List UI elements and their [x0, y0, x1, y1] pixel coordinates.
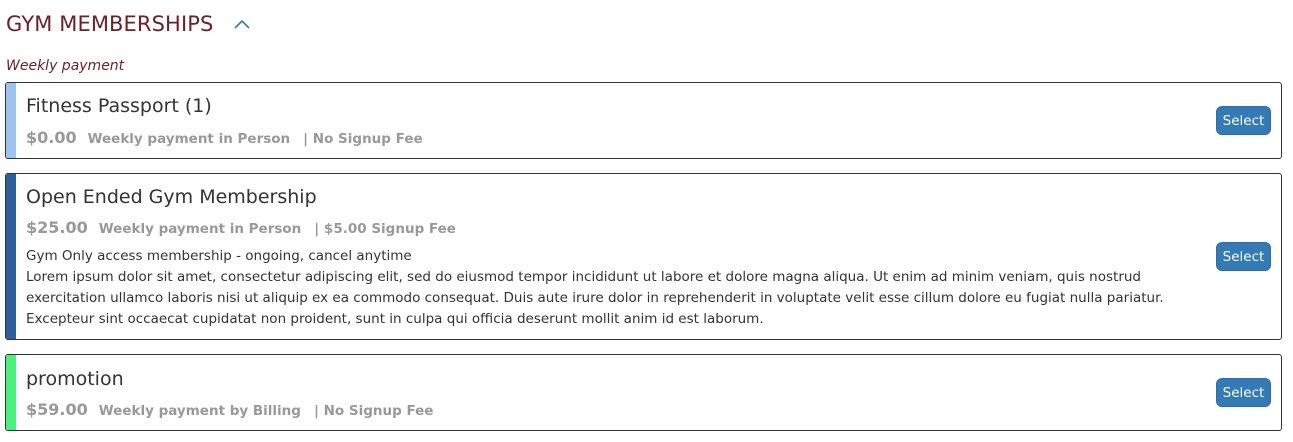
card-stripe	[6, 174, 16, 339]
plan-price: $25.00	[26, 218, 88, 237]
plan-description-title: Gym Only access membership - ongoing, cancel anytime	[26, 248, 412, 264]
price-line	[26, 218, 456, 237]
select-button[interactable]: Select	[1216, 106, 1271, 135]
plan-price: $0.00	[26, 128, 77, 147]
plan-description: Lorem ipsum dolor sit amet, consectetur adipiscing elit, sed do eiusmod tempor incididunt ut labore et dolore magna aliqua. Ut enim ad minim veniam, quis nostrud exercitation ullamco laboris nisi ut aliquip ex ea commodo consequat. Duis aute irure dolor in reprehenderit in voluptate velit esse cillum dolore eu fugiat nulla pariatur. Excepteur sint occaecat cupidatat non proident, sunt in culpa qui officia deserunt mollit anim id est laborum.	[26, 269, 1164, 327]
payment-method: Weekly payment in Person	[87, 131, 291, 147]
signup-fee: | No Signup Fee	[303, 131, 423, 147]
membership-card	[5, 354, 1282, 431]
membership-card	[5, 173, 1282, 340]
membership-card	[5, 82, 1282, 159]
card-stripe	[6, 355, 16, 430]
plan-price: $59.00	[26, 400, 88, 419]
chevron-up-icon[interactable]	[233, 15, 251, 33]
section-title: GYM MEMBERSHIPS	[6, 12, 214, 36]
price-line	[26, 400, 433, 419]
group-label: Weekly payment	[6, 58, 125, 74]
price-line	[26, 128, 423, 147]
card-stripe	[6, 83, 16, 158]
payment-method: Weekly payment in Person	[98, 221, 302, 237]
signup-fee: | No Signup Fee	[313, 403, 434, 419]
signup-fee: | $5.00 Signup Fee	[314, 221, 456, 237]
plan-name: Open Ended Gym Membership	[26, 186, 317, 208]
section-header	[6, 8, 251, 40]
plan-name: Fitness Passport (1)	[26, 95, 212, 117]
payment-method: Weekly payment by Billing	[98, 403, 301, 419]
select-button[interactable]: Select	[1216, 242, 1271, 271]
plan-name: promotion	[26, 368, 124, 390]
select-button[interactable]: Select	[1216, 378, 1271, 407]
